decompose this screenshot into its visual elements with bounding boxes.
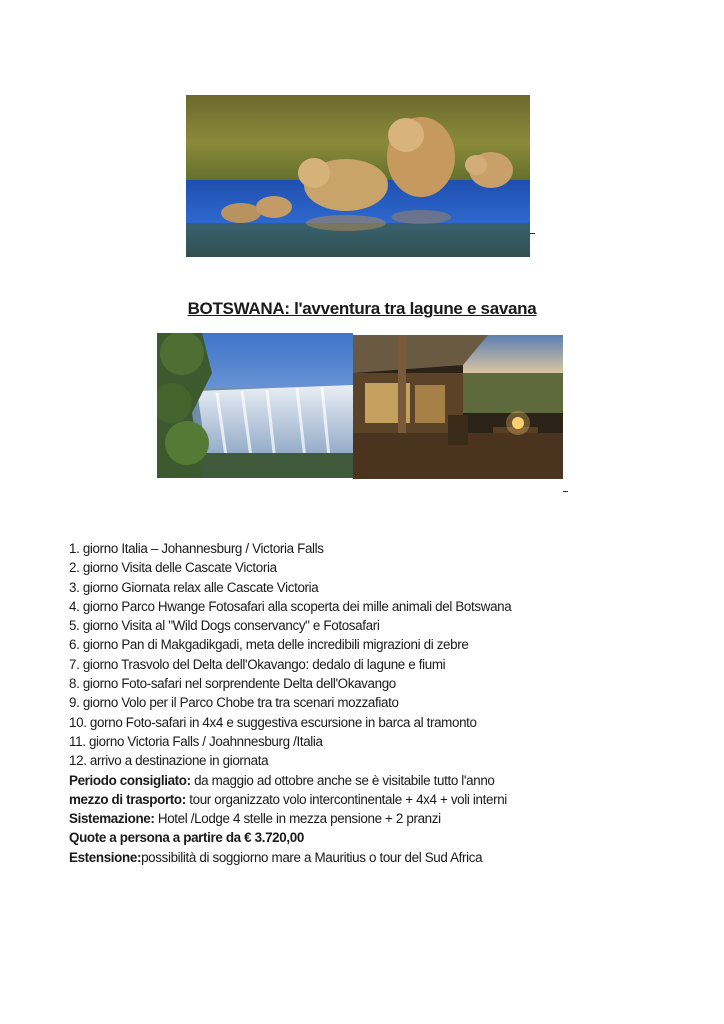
transport-value: tour organizzato volo intercontinentale + 4x4 + voli interni — [185, 791, 507, 807]
price-line: Quote a persona a partire da € 3.720,00 — [69, 830, 304, 846]
victoria-falls-photo — [157, 333, 353, 478]
itinerary-day-5: 5. giorno Visita al "Wild Dogs conservancy" e Fotosafari — [69, 618, 380, 634]
lodging-row — [69, 809, 689, 828]
itinerary-day-1: 1. giorno Italia – Johannesburg / Victoria Falls — [69, 541, 324, 556]
separator-dash — [530, 233, 535, 234]
itinerary-day-6: 6. giorno Pan di Makgadikgadi, meta delle incredibili migrazioni di zebre — [69, 637, 469, 653]
lodging-label: Sistemazione: — [69, 811, 155, 827]
itinerary-day-3: 3. giorno Giornata relax alle Cascate Victoria — [69, 579, 319, 595]
extension-value: possibilità di soggiorno mare a Mauritius o tour del Sud Africa — [141, 849, 483, 865]
extension-row — [69, 848, 689, 867]
itinerary-day-12: 12. arrivo a destinazione in giornata — [69, 753, 269, 769]
period-value: da maggio ad ottobre anche se è visitabile tutto l'anno — [190, 772, 495, 788]
itinerary-day-2: 2. giorno Visita delle Cascate Victoria — [69, 560, 277, 576]
itinerary-day-7: 7. giorno Trasvolo del Delta dell'Okavango: dedalo di lagune e fiumi — [69, 656, 446, 672]
lions-photo — [186, 95, 530, 257]
itinerary-day-11: 11. giorno Victoria Falls / Joahnnesburg /Italia — [69, 733, 323, 749]
itinerary-day-9: 9. giorno Volo per il Parco Chobe tra tra scenari mozzafiato — [69, 695, 399, 711]
itinerary-day-4: 4. giorno Parco Hwange Fotosafari alla scoperta dei mille animali del Botswana — [69, 598, 512, 614]
tour-details — [69, 539, 689, 867]
safari-lodge-photo — [353, 335, 563, 479]
separator-dash — [563, 491, 568, 492]
extension-label: Estensione: — [69, 849, 142, 865]
itinerary-day-10: 10. gorno Foto-safari in 4x4 e suggestiva escursione in barca al tramonto — [69, 714, 477, 730]
lodging-value: Hotel /Lodge 4 stelle in mezza pensione + 2 pranzi — [154, 811, 441, 827]
period-label: Periodo consigliato: — [69, 772, 191, 788]
page-title: BOTSWANA: l'avventura tra lagune e savana — [187, 299, 537, 319]
transport-label: mezzo di trasporto: — [69, 791, 186, 807]
itinerary-day-8: 8. giorno Foto-safari nel sorprendente Delta dell'Okavango — [69, 676, 396, 692]
transport-row — [69, 790, 689, 809]
period-row — [69, 771, 689, 790]
